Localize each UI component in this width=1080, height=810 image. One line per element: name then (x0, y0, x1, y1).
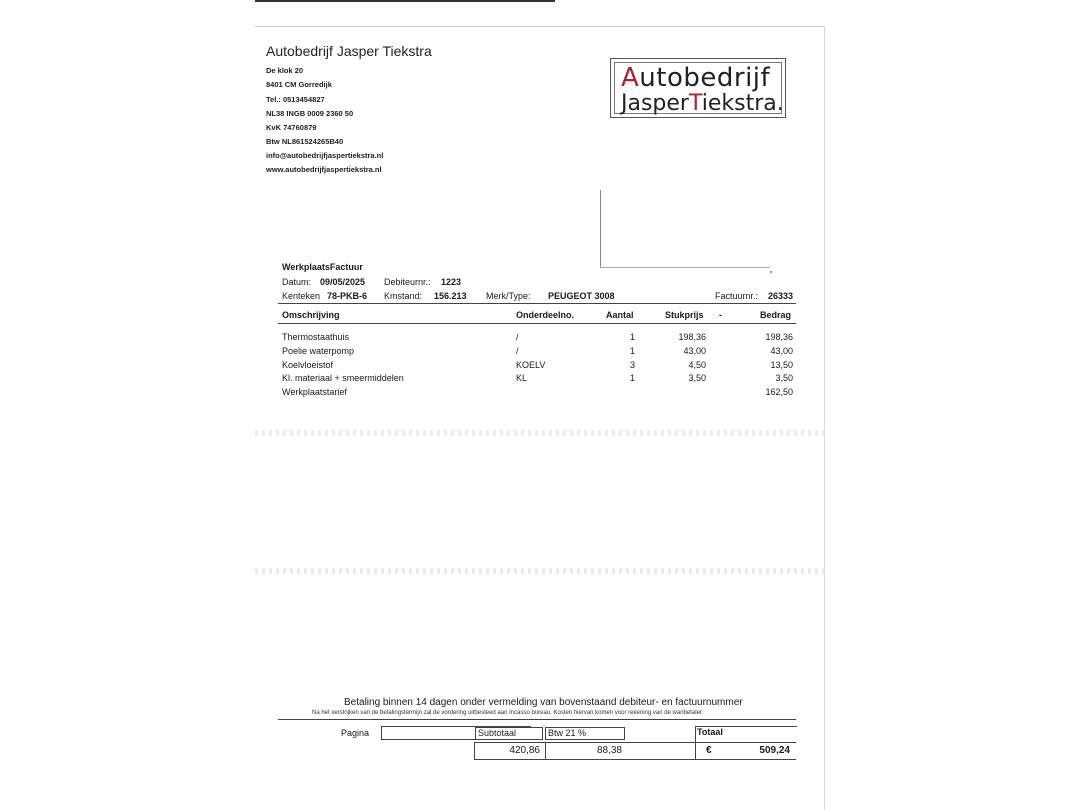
col-header-onderdeelno: Onderdeelno. (516, 310, 575, 320)
col-header-stukprijs: Stukprijs (665, 310, 704, 320)
btw-box (545, 727, 625, 740)
subtotaal-box (475, 727, 543, 740)
totals-rule (474, 742, 796, 743)
scan-edge-line (255, 26, 825, 27)
subtotaal-value: 420,86 (509, 745, 540, 756)
subtotaal-divider (474, 742, 475, 760)
cell-omschrijving: Poelie waterpomp (282, 346, 355, 356)
logo-line-2: JasperTiekstra. (621, 91, 784, 116)
cell-omschrijving: Werkplaatstarief (282, 387, 347, 397)
document-title: WerkplaatsFactuur (282, 262, 363, 272)
km-value: 156.213 (434, 291, 467, 301)
cell-stukprijs: 198,36 (678, 332, 706, 342)
totals-top-row (333, 726, 797, 742)
company-logo (610, 58, 786, 118)
address-line: 8401 CM Gorredijk (266, 80, 332, 89)
cell-stukprijs: 3,50 (688, 373, 706, 383)
totaal-top-rule (695, 726, 797, 727)
website-line: www.autobedrijfjaspertiekstra.nl (266, 165, 382, 174)
datum-value: 09/05/2025 (320, 277, 366, 287)
cell-stukprijs: 43,00 (683, 346, 706, 356)
table-header-rule (278, 323, 796, 324)
datum-label: Datum: (282, 277, 312, 287)
cell-omschrijving: Kl. materiaal + smeermiddelen (282, 373, 404, 383)
merk-label: Merk/Type: (486, 291, 531, 301)
scan-dot (770, 271, 772, 273)
scan-edge-top (255, 0, 555, 2)
header-rule (278, 303, 796, 304)
kenteken-value: 78-PKB-6 (327, 291, 368, 301)
btw-divider (545, 742, 546, 760)
cell-stukprijs: 4,50 (688, 360, 706, 370)
debiteur-label: Debiteurnr.: (384, 277, 431, 287)
cell-aantal: 1 (629, 373, 635, 383)
cell-onderdeelno: / (516, 332, 519, 342)
merk-value: PEUGEOT 3008 (548, 291, 615, 301)
cell-omschrijving: Thermostaathuis (282, 332, 350, 342)
logo-frame (614, 62, 782, 114)
km-label: Kmstand: (384, 291, 423, 301)
company-name: Autobedrijf Jasper Tiekstra (266, 43, 432, 59)
totals-bottom-rule (474, 759, 796, 760)
totaal-label: Totaal (697, 727, 723, 737)
cell-aantal: 3 (629, 360, 635, 370)
cell-bedrag: 3,50 (775, 373, 793, 383)
logo-line-1: Autobedrijf (621, 63, 771, 93)
btw-line: Btw NL861524265B40 (266, 137, 344, 146)
cell-onderdeelno: KL (516, 373, 528, 383)
col-header-omschrijving: Omschrijving (282, 310, 340, 320)
cell-bedrag: 162,50 (765, 387, 793, 397)
cell-bedrag: 198,36 (765, 332, 793, 342)
cell-aantal: 1 (629, 346, 635, 356)
cell-onderdeelno: KOELV (516, 360, 546, 370)
subtotaal-label: Subtotaal (478, 728, 517, 738)
address-line: De klok 20 (266, 66, 304, 75)
scan-noise (255, 430, 825, 436)
cell-onderdeelno: / (516, 346, 519, 356)
debiteur-value: 1223 (441, 277, 462, 287)
cell-omschrijving: Koelvloeistof (282, 360, 334, 370)
cell-bedrag: 13,50 (770, 360, 793, 370)
iban-line: NL38 INGB 0009 2360 50 (266, 109, 354, 118)
pagina-label: Pagina (341, 728, 370, 738)
scan-noise (255, 568, 825, 574)
payment-terms: Betaling binnen 14 dagen onder vermelding van bovenstaand debiteur- en factuurnummer (344, 697, 743, 708)
btw-value: 88,38 (596, 745, 622, 756)
cell-bedrag: 43,00 (770, 346, 793, 356)
kenteken-label: Kenteken (282, 291, 321, 301)
fine-print: Na het verstrijken van de betalingstermijn zal de vordering uitbesteed aan Incasso bureau. Kosten hiervan komen voor rekening van de wanbetaler. (312, 710, 704, 716)
currency-symbol: € (706, 745, 712, 756)
kvk-line: KvK 74760879 (266, 123, 317, 132)
totaal-divider (695, 726, 696, 760)
col-header-dash: - (719, 310, 722, 320)
factuur-label: Factuurnr.: (715, 291, 759, 301)
phone-line: Tel.: 0513454827 (266, 95, 325, 104)
page-edge-right (824, 26, 825, 810)
email-line: info@autobedrijfjaspertiekstra.nl (266, 151, 384, 160)
col-header-bedrag: Bedrag (760, 310, 792, 320)
totaal-value: 509,24 (759, 745, 790, 756)
envelope-window-mark (600, 190, 601, 268)
envelope-window-mark (600, 267, 770, 268)
factuur-value: 26333 (768, 291, 794, 301)
col-header-aantal: Aantal (606, 310, 634, 320)
btw-label: Btw 21 % (548, 728, 587, 738)
footer-rule (278, 719, 796, 720)
cell-aantal: 1 (629, 332, 635, 342)
